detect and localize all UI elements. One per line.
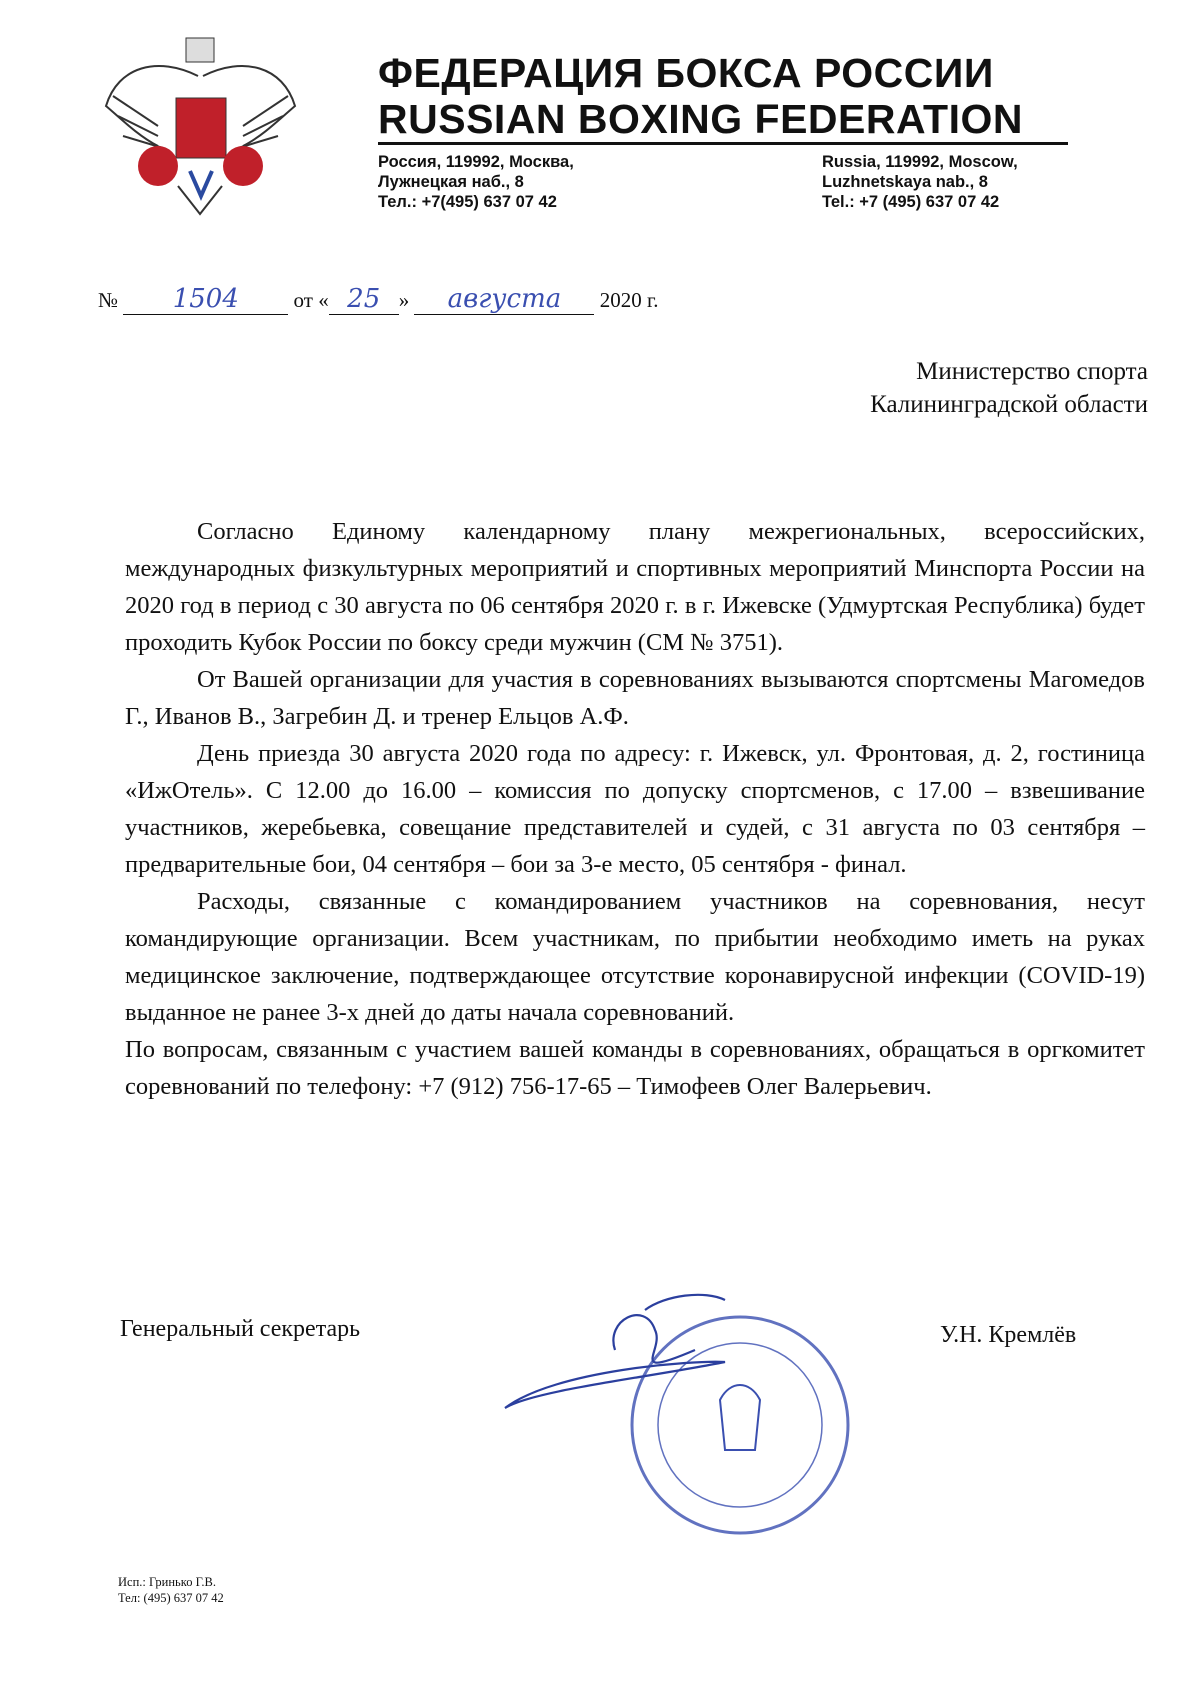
- phone-line: Tel.: +7 (495) 637 07 42: [822, 193, 1000, 211]
- recipient: [870, 355, 1148, 421]
- signatory-title: Генеральный секретарь: [120, 1316, 361, 1342]
- org-name-en: RUSSIAN BOXING FEDERATION: [378, 96, 1023, 142]
- letter-body: [125, 513, 1145, 1105]
- org-name-ru: ФЕДЕРАЦИЯ БОКСА РОССИИ: [378, 50, 994, 96]
- paragraph: От Вашей организации для участия в соревнованиях вызываются спортсмены Магомедов Г., Иванов В., Загребин Д. и тренер Ельцов А.Ф.: [125, 666, 1145, 730]
- recipient-line: Министерство спорта: [916, 358, 1148, 385]
- number-label: №: [98, 288, 119, 312]
- address-line: Россия, 119992, Москва,: [378, 153, 574, 171]
- header-rule: [378, 142, 1068, 145]
- letter-number: 1504: [123, 284, 288, 315]
- phone-line: Тел.: +7(495) 637 07 42: [378, 193, 557, 211]
- quote-mark: »: [398, 288, 410, 312]
- executor-name: Исп.: Гринько Г.В.: [118, 1575, 216, 1589]
- paragraph: По вопросам, связанным с участием вашей команды в соревнованиях, обращаться в оргкомитет соревнований по телефону: +7 (912) 756-17-65 – Тимофеев Олег Валерьевич.: [125, 1036, 1145, 1100]
- paragraph: Расходы, связанные с командированием участников на соревнования, несут командирующие организации. Всем участникам, по прибытии необходимо иметь на руках медицинское заключение, подтверждающее отсутствие коронавирусной инфекции (COVID-19) выданное не ранее 3-х дней до даты начала соревнований.: [125, 888, 1145, 1026]
- date-from-label: от «: [293, 288, 329, 312]
- signatory-name: У.Н. Кремлёв: [940, 1322, 1077, 1348]
- address-ru: [378, 152, 574, 212]
- executor-phone: Тел: (495) 637 07 42: [118, 1591, 224, 1605]
- signature-and-stamp-icon: [495, 1290, 915, 1550]
- date-day: 25: [329, 284, 399, 315]
- federation-logo-eagle-icon: [98, 36, 303, 216]
- reference-line: [98, 284, 658, 315]
- paragraph: Согласно Единому календарному плану межрегиональных, всероссийских, международных физкультурных мероприятий и спортивных мероприятий Минспорта России на 2020 год в период с 30 августа по 06 сентября 2020 г. в г. Ижевске (Удмуртская Республика) будет проходить Кубок России по боксу среди мужчин (СМ № 3751).: [125, 518, 1145, 656]
- recipient-line: Калининградской области: [870, 391, 1148, 418]
- date-month: августа: [414, 284, 594, 315]
- address-line: Russia, 119992, Moscow,: [822, 153, 1018, 171]
- address-line: Luzhnetskaya nab., 8: [822, 173, 988, 191]
- address-line: Лужнецкая наб., 8: [378, 173, 524, 191]
- address-en: [822, 152, 1018, 212]
- letterhead-title: [378, 50, 1023, 142]
- paragraph: День приезда 30 августа 2020 года по адресу: г. Ижевск, ул. Фронтовая, д. 2, гостиница «ИжОтель». С 12.00 до 16.00 – комиссия по допуску спортсменов, с 17.00 – взвешивание участников, жеребьевка, совещание представителей и судей, с 31 августа по 03 сентября – предварительные бои, 04 сентября – бои за 3-е место, 05 сентября - финал.: [125, 740, 1145, 878]
- date-year: 2020 г.: [599, 288, 659, 312]
- executor-info: [118, 1574, 224, 1606]
